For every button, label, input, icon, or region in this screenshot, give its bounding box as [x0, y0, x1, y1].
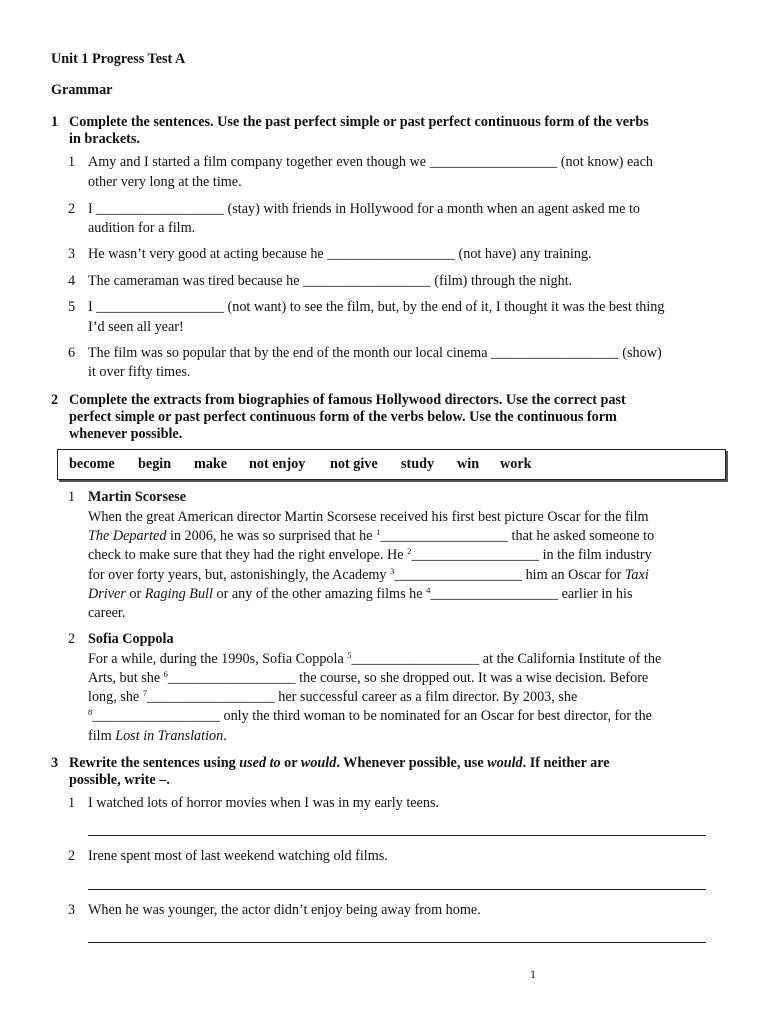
instruction-emphasis: used to [239, 755, 281, 771]
word-box-item: begin [138, 456, 172, 472]
instruction-text: Rewrite the sentences using [69, 755, 240, 771]
extract-text: for over forty years, but, astonishingly, the Academy [88, 567, 391, 583]
film-title: Taxi [624, 567, 649, 583]
extract-line [88, 650, 661, 670]
extract-line [88, 546, 652, 566]
item-number: 2 [68, 848, 76, 864]
extract-text: __________________ him an Oscar for [394, 567, 625, 583]
extract-text: When the great American director Martin Scorsese received his first best picture Oscar for the film [88, 509, 649, 525]
answer-line[interactable] [88, 942, 706, 943]
extract-text: __________________ that he asked someone to [380, 528, 655, 544]
sentence-text: I’d seen all year! [88, 319, 184, 335]
exercise-instruction: Complete the extracts from biographies of famous Hollywood directors. Use the correct past [69, 392, 626, 408]
exercise-instruction: possible, write –. [69, 772, 170, 788]
exercise-number: 2 [51, 392, 59, 408]
sentence-text: When he was younger, the actor didn’t enjoy being away from home. [88, 902, 481, 918]
item-number: 2 [68, 631, 76, 647]
gap-number: 8 [88, 707, 93, 717]
gap-number: 3 [390, 566, 395, 576]
extract-text: __________________ only the third woman to be nominated for an Oscar for best director, for the [92, 708, 652, 724]
extract-text: film [88, 728, 116, 744]
gap-number: 6 [163, 669, 168, 679]
gap-number: 5 [347, 650, 352, 660]
exercise-number: 3 [51, 755, 59, 771]
word-box-item: win [457, 456, 480, 472]
exercise-number: 1 [51, 114, 59, 130]
extract-line [88, 688, 577, 708]
gap-number: 1 [376, 527, 381, 537]
page-title: Unit 1 Progress Test A [51, 51, 186, 67]
extract-text: __________________ earlier in his [430, 586, 633, 602]
extract-line [88, 707, 652, 727]
item-number: 4 [68, 273, 76, 289]
extract-text: __________________ at the California Institute of the [351, 651, 662, 667]
extract-line [88, 669, 648, 689]
extract-text: __________________ in the film industry [411, 547, 652, 563]
exercise-instruction: Complete the sentences. Use the past perfect simple or past perfect continuous form of the verbs [69, 114, 649, 130]
extract-line [88, 527, 654, 547]
extract-text: Arts, but she [88, 670, 164, 686]
sentence-text: audition for a film. [88, 220, 196, 236]
word-box-item: become [69, 456, 115, 472]
word-box-item: not give [330, 456, 378, 472]
extract-heading: Sofia Coppola [88, 631, 174, 647]
extract-text: in 2006, he was so surprised that he [166, 528, 377, 544]
sentence-text: it over fifty times. [88, 364, 191, 380]
exercise-instruction: whenever possible. [69, 426, 183, 442]
extract-line [88, 585, 632, 605]
extract-text: __________________ the course, so she dropped out. It was a wise decision. Before [167, 670, 649, 686]
item-number: 1 [68, 489, 76, 505]
extract-text: long, she [88, 689, 143, 705]
extract-line [88, 727, 227, 747]
section-heading: Grammar [51, 82, 113, 98]
word-box [57, 449, 726, 480]
instruction-emphasis: would [300, 755, 337, 771]
exercise-instruction: perfect simple or past perfect continuous form of the verbs below. Use the continuous form [69, 409, 617, 425]
extract-text: For a while, during the 1990s, Sofia Coppola [88, 651, 348, 667]
instruction-emphasis: would [487, 755, 523, 771]
instruction-text: . Whenever possible, use [336, 755, 488, 771]
page-number: 1 [530, 967, 536, 981]
instruction-text: . If neither are [522, 755, 610, 771]
word-box-item: work [500, 456, 532, 472]
film-title: Raging Bull [144, 586, 213, 602]
film-title: The Departed [88, 528, 167, 544]
item-number: 1 [68, 795, 76, 811]
gap-number: 7 [142, 688, 148, 698]
sentence-text: Amy and I started a film company together even though we __________________ (not know) each [88, 154, 653, 170]
sentence-text: I __________________ (stay) with friends in Hollywood for a month when an agent asked me to [88, 201, 641, 217]
item-number: 2 [68, 201, 76, 217]
instruction-text: or [280, 755, 301, 771]
sentence-text: The cameraman was tired because he __________________ (film) through the night. [88, 273, 573, 289]
extract-text: __________________ her successful career as a film director. By 2003, she [147, 689, 578, 705]
extract-text: career. [88, 605, 126, 621]
sentence-text: other very long at the time. [88, 174, 242, 190]
word-box-item: not enjoy [249, 456, 306, 472]
extract-line [88, 566, 649, 586]
sentence-text: I __________________ (not want) to see the film, but, by the end of it, I thought it was the best thing [88, 299, 665, 315]
gap-number: 4 [426, 585, 431, 595]
extract-text: . [223, 728, 227, 744]
item-number: 1 [68, 154, 76, 170]
sentence-text: I watched lots of horror movies when I was in my early teens. [88, 795, 440, 811]
answer-line[interactable] [88, 835, 706, 836]
item-number: 6 [68, 345, 76, 361]
sentence-text: The film was so popular that by the end of the month our local cinema __________________ (show) [88, 345, 662, 361]
extract-text: or [125, 586, 145, 602]
sentence-text: He wasn’t very good at acting because he __________________ (not have) any training. [88, 246, 592, 262]
item-number: 5 [68, 299, 76, 315]
extract-text: check to make sure that they had the right envelope. He [88, 547, 408, 563]
film-title: Driver [88, 586, 126, 602]
item-number: 3 [68, 902, 76, 918]
extract-text: or any of the other amazing films he [212, 586, 427, 602]
film-title: Lost in Translation [115, 728, 224, 744]
exercise-instruction: in brackets. [69, 131, 140, 147]
extract-heading: Martin Scorsese [88, 489, 187, 505]
word-box-item: study [401, 456, 435, 472]
sentence-text: Irene spent most of last weekend watching old films. [88, 848, 388, 864]
word-box-item: make [194, 456, 228, 472]
answer-line[interactable] [88, 889, 706, 890]
gap-number: 2 [407, 546, 412, 556]
item-number: 3 [68, 246, 76, 262]
